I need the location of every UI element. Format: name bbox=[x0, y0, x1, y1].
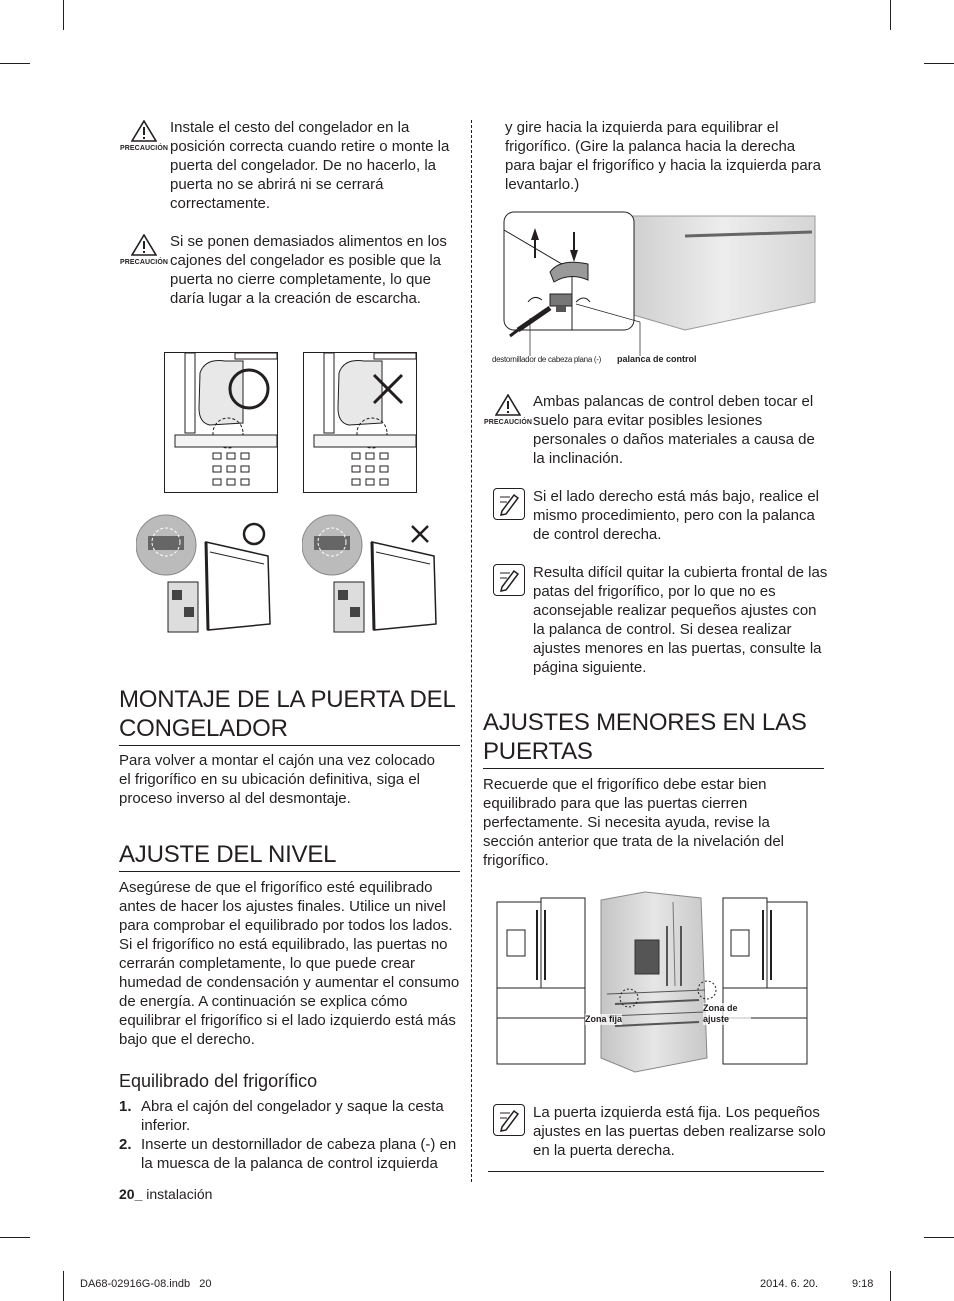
step-text: Inserte un destornillador de cabeza plana (-) en la muesca de la palanca de control izquierda bbox=[141, 1136, 457, 1172]
section-body: Para volver a montar el cajón una vez colocado el frigorífico en su ubicación definitiva, siga el proceso inverso al del desmontaje. bbox=[119, 752, 436, 807]
caution-text: Instale el cesto del congelador en la posición correcta cuando retire o monte la puerta del congelador. De no hacerlo, la puerta no se abrirá ni se cerrará correctamente. bbox=[170, 119, 450, 212]
note-icon bbox=[493, 1104, 525, 1136]
print-time: 9:18 bbox=[852, 1278, 874, 1290]
column-divider bbox=[471, 120, 472, 1182]
print-date: 2014. 6. 20. bbox=[760, 1278, 819, 1290]
crop-mark bbox=[63, 0, 64, 30]
caution-label: PRECAUCIÓN bbox=[483, 419, 533, 426]
note-text: Resulta difícil quitar la cubierta frontal de las patas del frigorífico, por lo que no es aconsejable realizar pequeños ajustes con la palanca de control. Si desea realizar ajustes menores en las puertas, consulte la página siguiente. bbox=[533, 564, 828, 676]
section-rule bbox=[483, 768, 824, 769]
drawer-incorrect-illustration bbox=[302, 512, 442, 637]
crop-mark bbox=[890, 0, 891, 30]
list-item bbox=[119, 1135, 464, 1173]
section-title: AJUSTES MENORES EN LAS PUERTAS bbox=[483, 709, 807, 765]
basket-correct-illustration bbox=[164, 352, 278, 493]
section-rule bbox=[119, 871, 460, 872]
leveling-illustration bbox=[490, 210, 820, 370]
caution-label: PRECAUCIÓN bbox=[119, 145, 169, 152]
continuation-text: y gire hacia la izquierda para equilibrar el frigorífico. (Gire la palanca hacia la derecha para bajar el frigorífico y hacia la izquierda para levantarlo.) bbox=[505, 119, 822, 193]
crop-mark bbox=[0, 63, 30, 64]
crop-mark bbox=[63, 1271, 64, 1301]
print-file: DA68-02916G-08.indb 20 bbox=[80, 1278, 212, 1290]
crop-mark bbox=[890, 1271, 891, 1301]
page-number bbox=[119, 1186, 212, 1203]
note-text: Si el lado derecho está más bajo, realice el mismo procedimiento, pero con la palanca de control derecha. bbox=[533, 488, 819, 543]
crop-mark bbox=[924, 1237, 954, 1238]
page-num: 20_ bbox=[119, 1186, 143, 1202]
note-icon bbox=[493, 564, 525, 596]
caution-text: Si se ponen demasiados alimentos en los cajones del congelador es posible que la puerta no cierre completamente, lo que daría lugar a la creación de escarcha. bbox=[170, 233, 447, 307]
screwdriver-label: destornillador de cabeza plana (-) bbox=[492, 355, 601, 364]
section-body: Recuerde que el frigorífico debe estar bien equilibrado para que las puertas cierren perfectamente. Si necesita ayuda, revise la sección anterior que trata de la nivelación del frigorífico. bbox=[483, 776, 785, 869]
section-title: AJUSTE DEL NIVEL bbox=[119, 841, 337, 868]
crop-mark bbox=[0, 1237, 30, 1238]
caution-icon bbox=[118, 234, 170, 274]
adjust-zone-label: Zona de ajuste bbox=[703, 1003, 751, 1025]
drawer-correct-illustration bbox=[136, 512, 276, 637]
caution-text: Ambas palancas de control deben tocar el suelo para evitar posibles lesiones personales o daños materiales a causa de la inclinación. bbox=[533, 393, 815, 467]
fridge-doors-illustration bbox=[495, 890, 815, 1075]
caution-icon bbox=[118, 120, 170, 160]
caution-icon bbox=[482, 394, 534, 434]
step-number: 2. bbox=[119, 1136, 132, 1153]
basket-incorrect-illustration bbox=[303, 352, 417, 493]
caution-label: PRECAUCIÓN bbox=[119, 259, 169, 266]
section-end-rule bbox=[488, 1171, 824, 1172]
steps-list bbox=[119, 1097, 464, 1173]
list-item bbox=[119, 1097, 464, 1135]
section-title: MONTAJE DE LA PUERTA DEL CONGELADOR bbox=[119, 686, 455, 742]
step-text: Abra el cajón del congelador y saque la cesta inferior. bbox=[141, 1098, 444, 1134]
lever-label: palanca de control bbox=[617, 354, 697, 364]
subsection-title: Equilibrado del frigorífico bbox=[119, 1071, 318, 1091]
section-body: Asegúrese de que el frigorífico esté equilibrado antes de hacer los ajustes finales. Utilice un nivel para comprobar el equilibrado por todos los lados. Si el frigorífico no está equilibrado, las puertas no cerrarán completamente, lo que puede crear humedad de condensación y aumentar el consumo de energía. A continuación se explica cómo equilibrar el frigorífico si el lado izquierdo está más bajo que el derecho. bbox=[119, 879, 460, 1048]
step-number: 1. bbox=[119, 1098, 132, 1115]
page-section: instalación bbox=[146, 1186, 213, 1202]
note-text: La puerta izquierda está fija. Los pequeños ajustes en las puertas deben realizarse solo en la puerta derecha. bbox=[533, 1104, 826, 1159]
note-icon bbox=[493, 488, 525, 520]
section-rule bbox=[119, 745, 460, 746]
crop-mark bbox=[924, 63, 954, 64]
fixed-zone-label: Zona fija bbox=[585, 1014, 623, 1024]
